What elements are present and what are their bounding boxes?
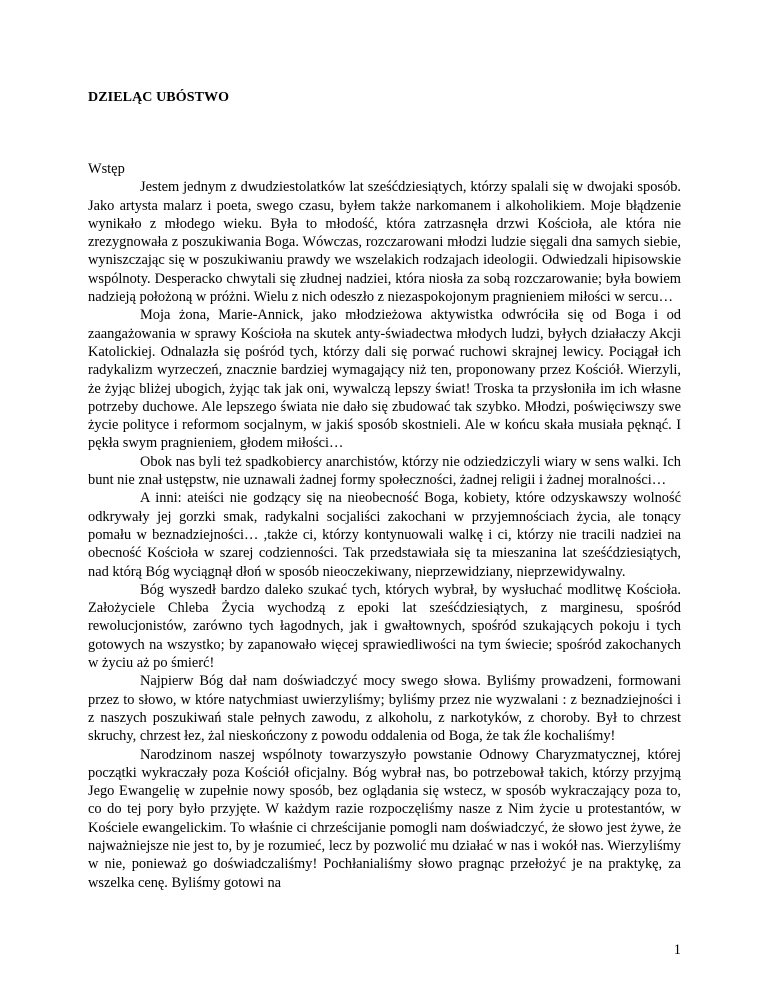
paragraph-3: Obok nas byli też spadkobiercy anarchistów, którzy nie odziedziczyli wiary w sens walki. Ich bunt nie znał ustępstw, nie uznawali żadnej formy społeczności, żadnej religii i żadnej moralności… — [88, 453, 681, 489]
page-number: 1 — [673, 942, 681, 958]
section-label: Wstęp — [88, 161, 125, 177]
paragraph-1: Jestem jednym z dwudziestolatków lat sześćdziesiątych, którzy spalali się w dwojaki sposób. Jako artysta malarz i poeta, swego czasu, byłem także narkomanem i alkoholikiem. Moje błądzenie wynikało z młodego wieku. Była to młodość, która zatrzasnęła drzwi Kościoła, ale która nie zrezygnowała z poszukiwania Boga. Wówczas, rozczarowani młodzi ludzie sięgali dna samych siebie, wyniszczając się w poszukiwaniu prawdy we wszelakich rodzajach ideologii. Odwiedzali hipisowskie wspólnoty. Desperacko chwytali się złudnej nadziei, która niosła za sobą rozczarowanie; była bowiem nadzieją położoną w próżni. Wielu z nich odeszło z niezaspokojonym pragnieniem miłości w sercu… — [88, 179, 681, 306]
paragraph-6: Najpierw Bóg dał nam doświadczyć mocy swego słowa. Byliśmy prowadzeni, formowani przez to słowo, w które natychmiast uwierzyliśmy; byliśmy przez nie wyzwalani : z beznadziejności i z naszych poszukiwań stale pełnych zawodu, z alkoholu, z narkotyków, z choroby. Był to chrzest skruchy, chrzest łez, żal nieskończony z powodu oddalenia od Boga, że tak źle kochaliśmy! — [88, 673, 681, 745]
paragraph-4: A inni: ateiści nie godzący się na nieobecność Boga, kobiety, które odzyskawszy wolność odkrywały jej gorzki smak, radykalni socjaliści zakochani w przyjemnościach życia, ale tonący pomału w beznadziejności… ,także ci, którzy kontynuowali walkę i ci, którzy nie tracili nadziei na obecność Kościoła w szarej codzienności. Tak przedstawiała się ta mieszanina lat sześćdziesiątych, nad którą Bóg wyciągnął dłoń w sposób nieoczekiwany, nieprzewidziany, nieprzewidywalny. — [88, 490, 681, 580]
document-body — [88, 160, 681, 892]
paragraph-7: Narodzinom naszej wspólnoty towarzyszyło powstanie Odnowy Charyzmatycznej, której początki wykraczały poza Kościół oficjalny. Bóg wybrał nas, bo potrzebował takich, którzy przyjmą Jego Ewangelię w zupełnie nowy sposób, bez oglądania się wstecz, w sposób wykraczający poza to, co do tej pory było przyjęte. W każdym razie rozpoczęliśmy nasze z Nim życie u protestantów, w Kościele ewangelickim. To właśnie ci chrześcijanie pomogli nam doświadczyć, że słowo jest żywe, że najważniejsze nie jest to, by je rozumieć, lecz by pozwolić mu działać w nas i wokół nas. Wierzyliśmy w nie, ponieważ go doświadczaliśmy! Pochłanialiśmy słowo pragnąc przełożyć je na praktykę, za wszelka cenę. Byliśmy gotowi na — [88, 746, 681, 891]
document-title: DZIELĄC UBÓSTWO — [88, 90, 230, 105]
paragraph-5: Bóg wyszedł bardzo daleko szukać tych, których wybrał, by wysłuchać modlitwę Kościoła. Założyciele Chleba Życia wychodzą z epoki lat sześćdziesiątych, z marginesu, spośród rewolucjonistów, zarówno tych łagodnych, jak i gwałtownych, spośród szukających pokoju i tych gotowych na wszystko; by zapanowało więcej sprawiedliwości na tym świecie; spośród zakochanych w życiu aż po śmierć! — [88, 581, 681, 672]
paragraph-2: Moja żona, Marie-Annick, jako młodzieżowa aktywistka odwróciła się od Boga i od zaangażowania w sprawy Kościoła na skutek anty-świadectwa młodych ludzi, byłych działaczy Akcji Katolickiej. Odnalazła się pośród tych, którzy dali się porwać ruchowi skrajnej lewicy. Pociągał ich radykalizm wyrzeczeń, znacznie bardziej wymagający niż ten, proponowany przez Kościół. Wierzyli, że żyjąc bliżej ubogich, żyjąc tak jak oni, wywalczą lepszy świat! Troska ta przysłoniła im ich własne potrzeby duchowe. Ale lepszego świata nie dało się zbudować tak szybko. Młodzi, poświęciwszy swe życie polityce i reformom socjalnym, w jakiś sposób skostnieli. Ale w końcu skała musiała pęknąć. I pękła swym pragnieniem, głodem miłości… — [88, 307, 681, 452]
